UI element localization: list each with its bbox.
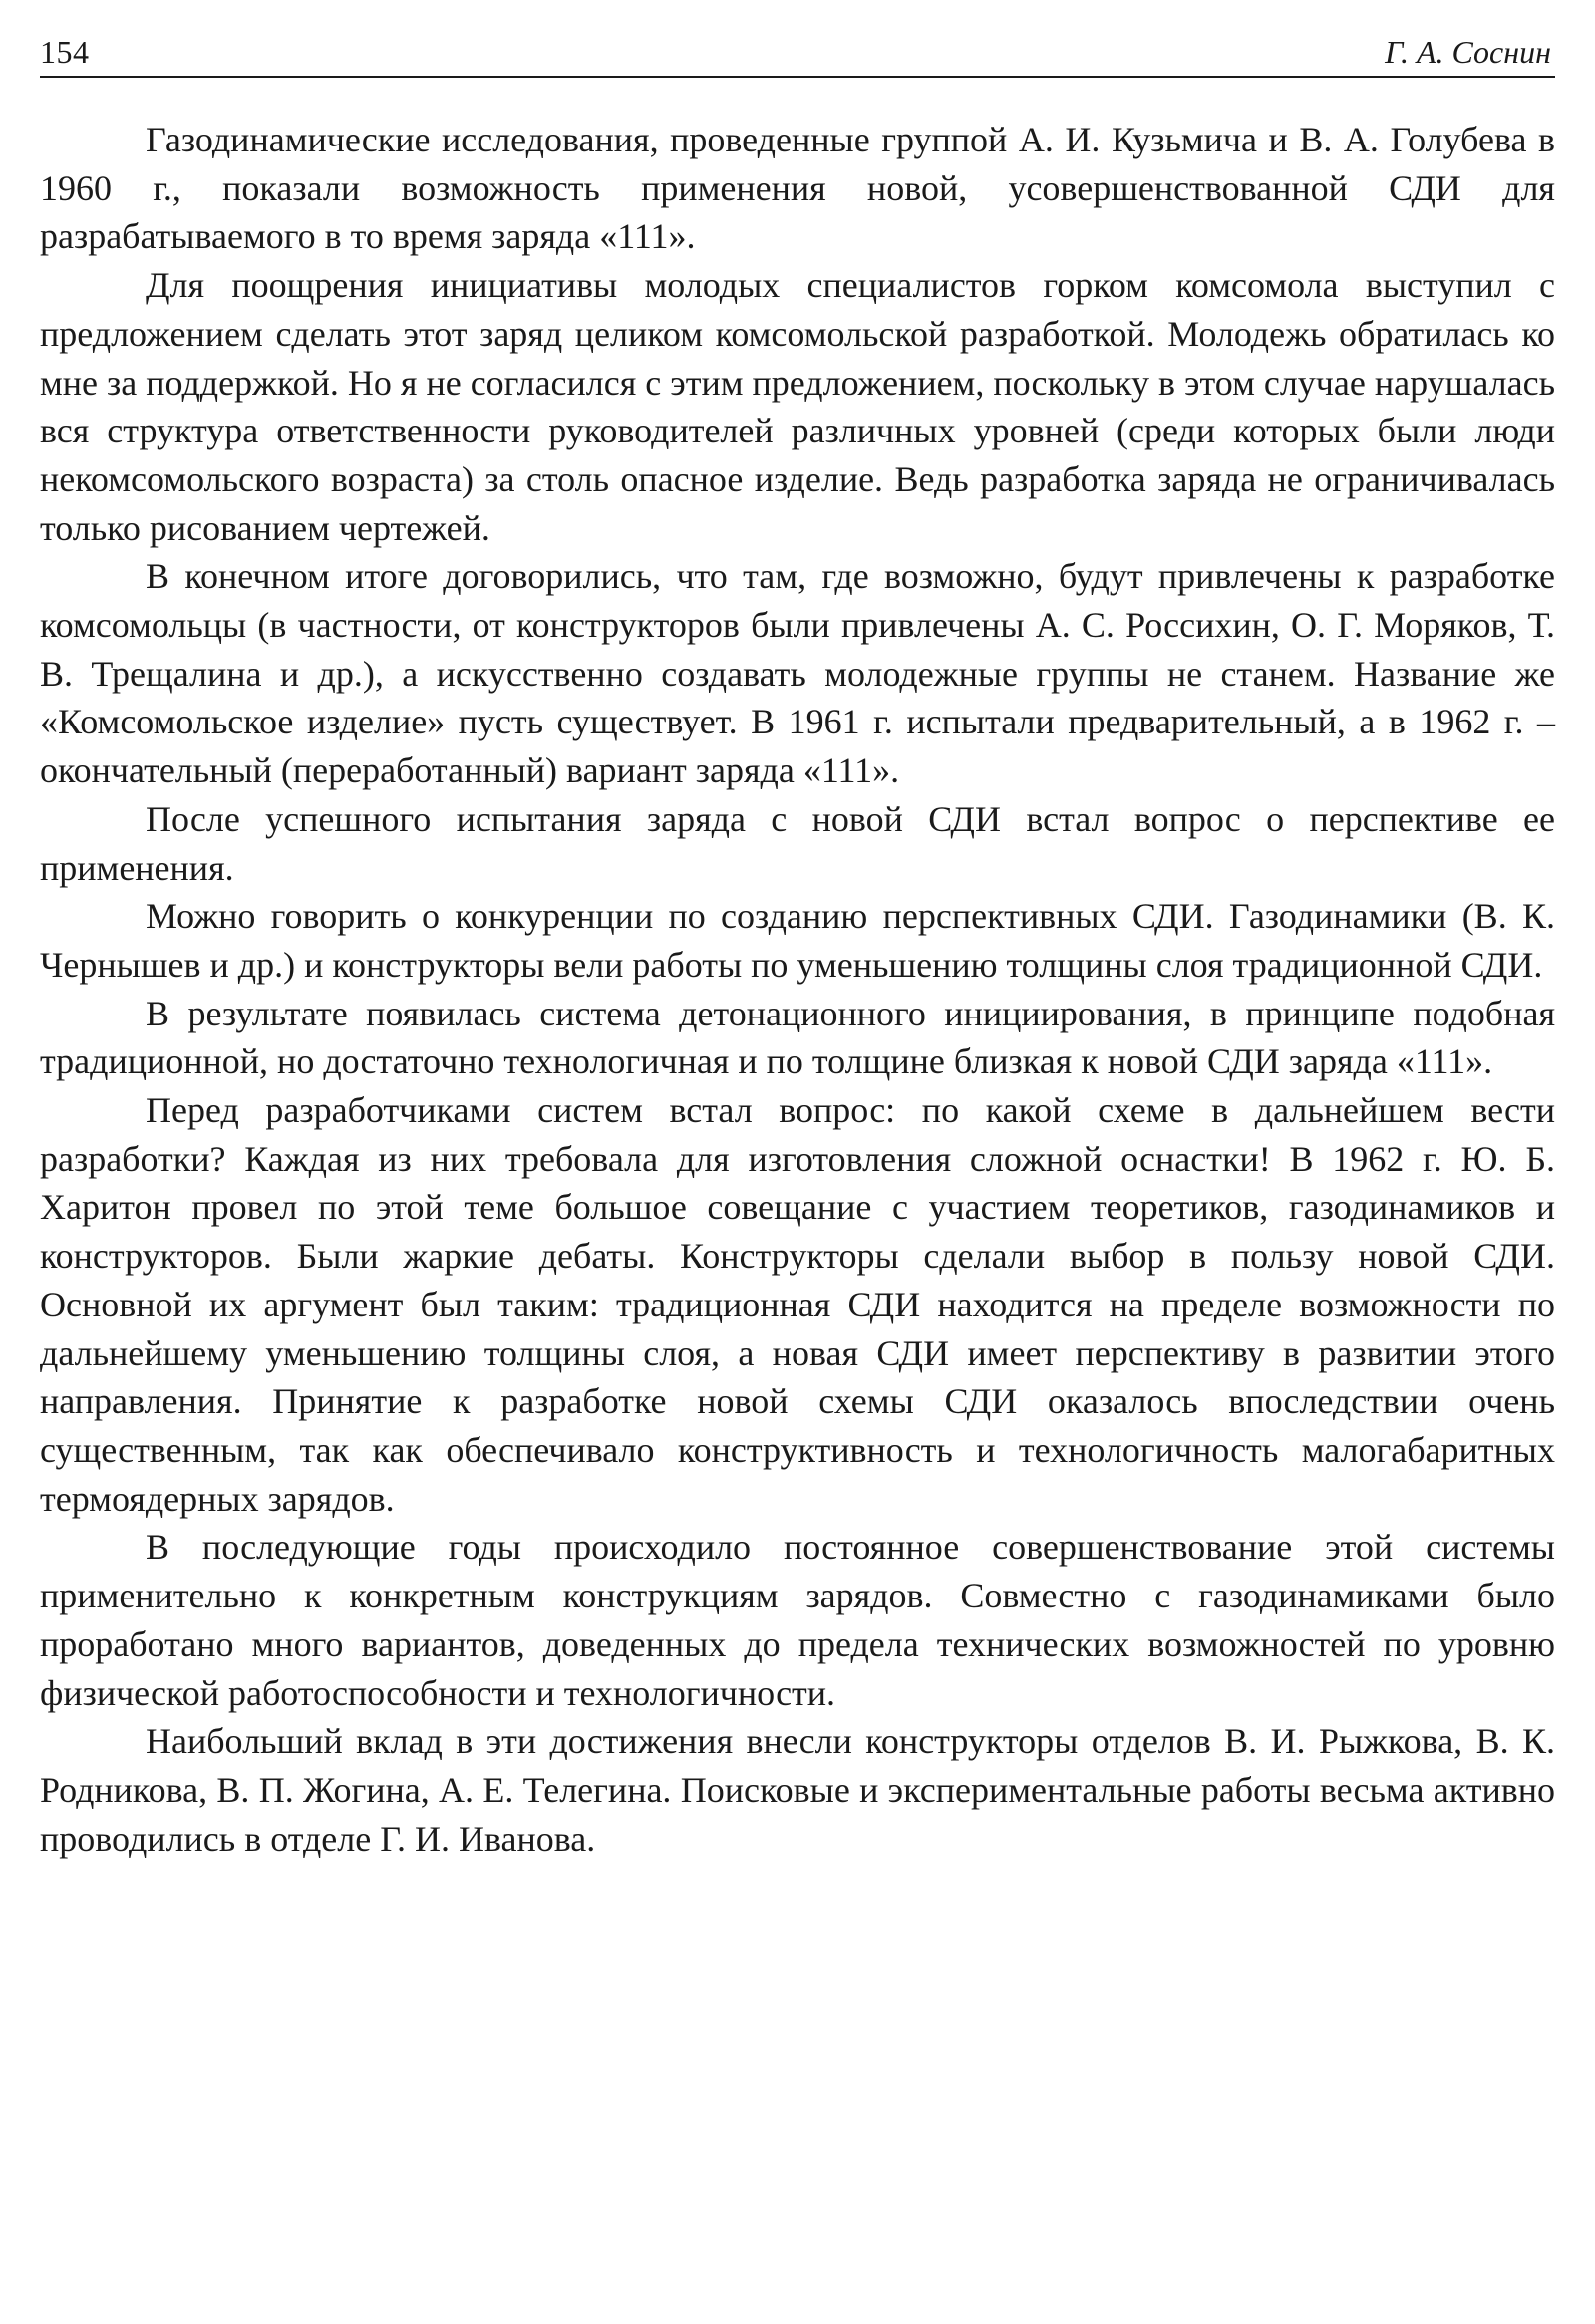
body-text <box>40 116 1555 1863</box>
paragraph: В результате появилась система детонационного инициирования, в принципе подобная традиционной, но достаточно технологичная и по толщине близкая к новой СДИ заряда «111». <box>40 993 1555 1082</box>
paragraph: Можно говорить о конкуренции по созданию перспективных СДИ. Газодинамики (В. К. Чернышев и др.) и конструкторы вели работы по уменьшению толщины слоя традиционной СДИ. <box>40 896 1555 985</box>
running-header <box>40 22 1555 78</box>
paragraph: Перед разработчиками систем встал вопрос: по какой схеме в дальнейшем вести разработки? Каждая из них требовала для изготовления сложной оснастки! В 1962 г. Ю. Б. Харитон провел по этой теме большое совещание с участием теоретиков, газодинамиков и конструкторов. Были жаркие дебаты. Конструкторы сделали выбор в пользу новой СДИ. Основной их аргумент был таким: традиционная СДИ находится на пределе возможности по дальнейшему уменьшению толщины слоя, а новая СДИ имеет перспективу в развитии этого направления. Принятие к разработке новой схемы СДИ оказалось впоследствии очень существенным, так как обеспечивало конструктивность и технологичность малогабаритных термоядерных зарядов. <box>40 1090 1555 1519</box>
paragraph: После успешного испытания заряда с новой СДИ встал вопрос о перспективе ее применения. <box>40 798 1555 888</box>
paragraph: Газодинамические исследования, проведенные группой А. И. Кузьмича и В. А. Голубева в 1960 г., показали возможность применения новой, усовершенствованной СДИ для разрабатываемого в то время заряда «111». <box>40 120 1555 257</box>
page-number: 154 <box>40 34 90 70</box>
paragraph: В конечном итоге договорились, что там, где возможно, будут привлечены к разработке комсомольцы (в частности, от конструкторов были привлечены А. С. Россихин, О. Г. Моряков, Т. В. Трещалина и др.), а искусственно создавать молодежные группы не станем. Название же «Комсомольское изделие» пусть существует. В 1961 г. испытали предварительный, а в 1962 г. – окончательный (переработанный) вариант заряда «111». <box>40 556 1555 791</box>
paragraph: Наибольший вклад в эти достижения внесли конструкторы отделов В. И. Рыжкова, В. К. Родникова, В. П. Жогина, А. Е. Телегина. Поисковые и экспериментальные работы весьма активно проводились в отделе Г. И. Иванова. <box>40 1721 1555 1859</box>
paragraph: Для поощрения инициативы молодых специалистов горком комсомола выступил с предложением сделать этот заряд целиком комсомольской разработкой. Молодежь обратилась ко мне за поддержкой. Но я не согласился с этим предложением, поскольку в этом случае нарушалась вся структура ответственности руководителей различных уровней (среди которых были люди некомсомольского возраста) за столь опасное изделие. Ведь разработка заряда не ограничивалась только рисованием чертежей. <box>40 265 1555 548</box>
paragraph: В последующие годы происходило постоянное совершенствование этой системы применительно к конкретным конструкциям зарядов. Совместно с газодинамиками было проработано много вариантов, доведенных до предела технических возможностей по уровню физической работоспособности и технологичности. <box>40 1527 1555 1713</box>
running-head-author: Г. А. Соснин <box>1385 34 1551 70</box>
book-page <box>40 22 1555 1863</box>
